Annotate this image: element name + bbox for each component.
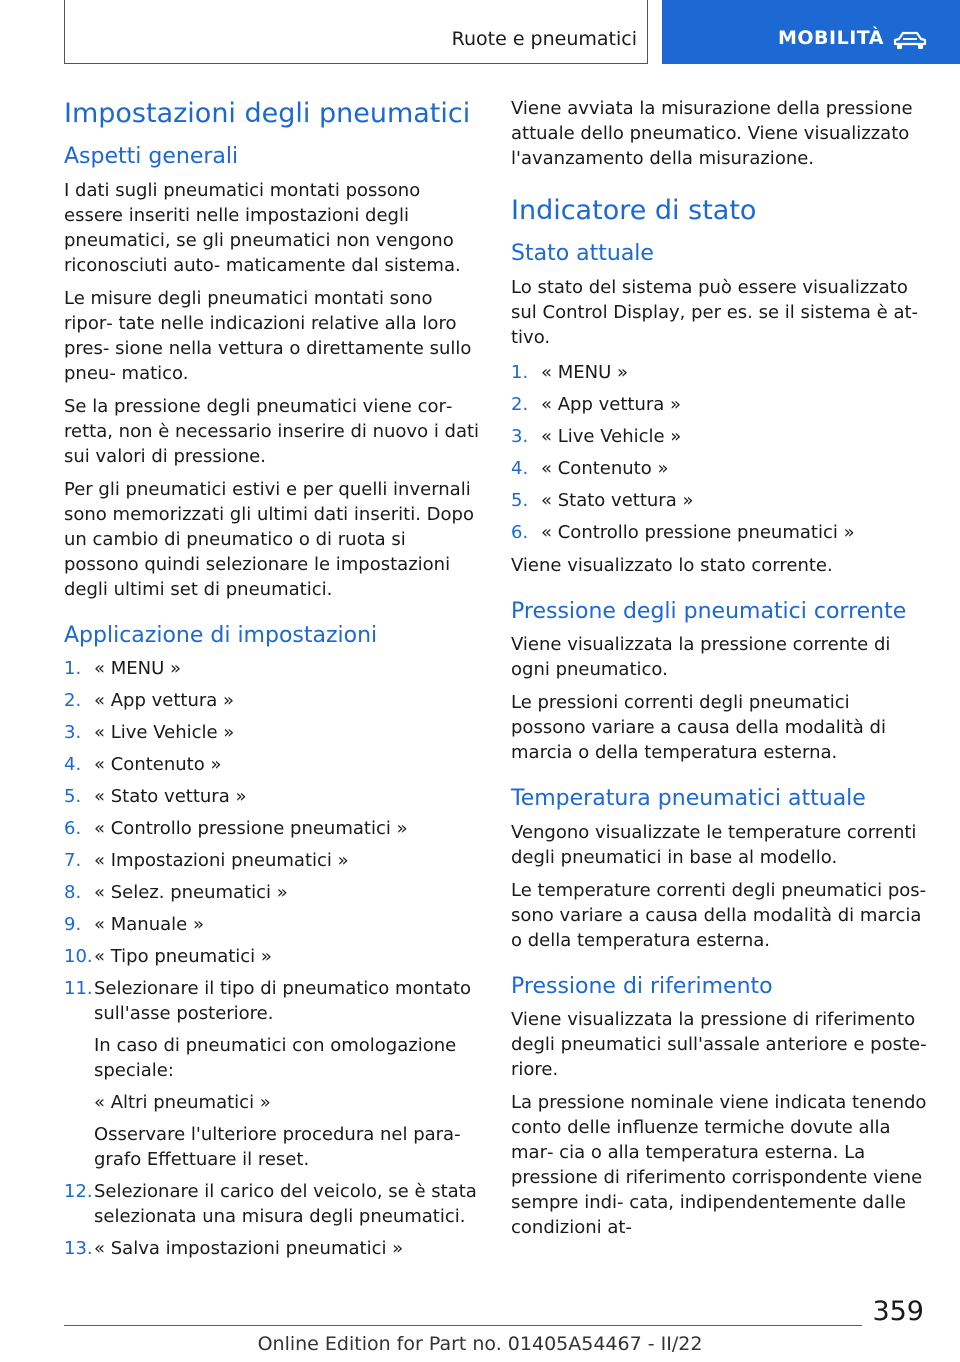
list-item: 3. « Live Vehicle » bbox=[64, 722, 235, 744]
heading-general: Aspetti generali bbox=[64, 144, 239, 170]
section-title-status-indicator: Indicatore di stato bbox=[511, 195, 757, 226]
paragraph: Le misure degli pneumatici montati sono ripor‐ tate nelle indicazioni relative alla loro pres‐ sione nella vettura o direttamente sullo pneu‐ matico. bbox=[64, 287, 472, 384]
list-item: 1. « MENU » bbox=[64, 658, 182, 680]
paragraph: Se la pressione degli pneumatici viene cor‐ retta, non è necessario inserire di nuovo i dati sui valori di pressione. bbox=[64, 395, 480, 467]
list-item-note: « Altri pneumatici » bbox=[94, 1092, 271, 1114]
paragraph: Viene visualizzata la pressione corrente di ogni pneumatico. bbox=[511, 634, 891, 681]
paragraph: Per gli pneumatici estivi e per quelli invernali sono memorizzati gli ultimi dati inseriti. Dopo un cambio di pneumatico o di ruota si possono quindi selezionare le impostazioni degli ultimi set di pneumatici. bbox=[64, 478, 474, 600]
paragraph: Vengono visualizzate le temperature correnti degli pneumatici in base al modello. bbox=[511, 821, 917, 868]
footer-edition: Online Edition for Part no. 01405A54467 - II/22 bbox=[257, 1333, 703, 1355]
right-column bbox=[511, 96, 927, 1248]
list-item: 2. « App vettura » bbox=[64, 690, 235, 712]
section-title-tyre-settings: Impostazioni degli pneumatici bbox=[64, 98, 471, 129]
list-item: 1. « MENU » bbox=[511, 361, 629, 383]
heading-apply-settings: Applicazione di impostazioni bbox=[64, 622, 378, 648]
page-number: 359 bbox=[872, 1296, 924, 1327]
list-item: 8. « Selez. pneumatici » bbox=[64, 882, 288, 904]
paragraph: Viene visualizzato lo stato corrente. bbox=[511, 554, 833, 576]
list-item: 5. « Stato vettura » bbox=[511, 489, 694, 511]
list-item: 12. Selezionare il carico del veicolo, se è stata selezionata una misura degli pneumatici. bbox=[64, 1181, 477, 1228]
list-item: 6. « Controllo pressione pneumatici » bbox=[511, 521, 855, 543]
left-column bbox=[64, 96, 480, 1269]
paragraph: Le temperature correnti degli pneumatici pos‐ sono variare a causa della modalità di marcia o della temperatura esterna. bbox=[511, 879, 927, 951]
list-item: 11. Selezionare il tipo di pneumatico montato sull'asse posteriore. In caso di pneumatici con omologazione speciale: « Altri pneumatici » Osservare l'ulteriore procedura nel para‐ grafo Effettuare il reset. bbox=[64, 976, 480, 1172]
steps-list-status bbox=[511, 360, 927, 545]
heading-current-state: Stato attuale bbox=[511, 241, 654, 267]
header-chapter-tab bbox=[662, 0, 960, 64]
list-item: 13. « Salva impostazioni pneumatici » bbox=[64, 1238, 404, 1260]
header-chapter-label: MOBILITÀ bbox=[778, 27, 884, 49]
list-item: 10. « Tipo pneumatici » bbox=[64, 946, 272, 968]
heading-current-temperature: Temperatura pneumatici attuale bbox=[511, 786, 866, 812]
paragraph: Lo stato del sistema può essere visualizzato sul Control Display, per es. se il sistema è at‐ tivo. bbox=[511, 276, 919, 348]
list-item-note: Osservare l'ulteriore procedura nel para‐ grafo Effettuare il reset. bbox=[94, 1124, 461, 1171]
list-item: 6. « Controllo pressione pneumatici » bbox=[64, 818, 408, 840]
list-item: 4. « Contenuto » bbox=[511, 457, 669, 479]
footer-divider bbox=[64, 1325, 862, 1326]
list-item: 7. « Impostazioni pneumatici » bbox=[64, 850, 349, 872]
paragraph: Le pressioni correnti degli pneumatici possono variare a causa della modalità di marcia o della temperatura esterna. bbox=[511, 692, 886, 764]
list-item: 5. « Stato vettura » bbox=[64, 786, 247, 808]
header-section-box bbox=[64, 0, 648, 64]
list-item: 2. « App vettura » bbox=[511, 393, 682, 415]
heading-reference-pressure: Pressione di riferimento bbox=[511, 973, 773, 999]
list-item: 4. « Contenuto » bbox=[64, 754, 222, 776]
list-item-note: In caso di pneumatici con omologazione speciale: bbox=[94, 1035, 457, 1082]
header-section-title: Ruote e pneumatici bbox=[451, 28, 637, 50]
paragraph: Viene visualizzata la pressione di riferimento degli pneumatici sull'assale anteriore e poste‐ riore. bbox=[511, 1009, 927, 1081]
paragraph: I dati sugli pneumatici montati possono essere inseriti nelle impostazioni degli pneumatici, se gli pneumatici non vengono riconosciuti auto‐ maticamente dal sistema. bbox=[64, 179, 461, 276]
steps-list-apply bbox=[64, 656, 480, 1261]
heading-current-pressure: Pressione degli pneumatici corrente bbox=[511, 598, 907, 624]
list-item: 3. « Live Vehicle » bbox=[511, 425, 682, 447]
paragraph: La pressione nominale viene indicata tenendo conto delle influenze termiche dovute alla mar‐ cia o alla temperatura esterna. La pressione di riferimento corrispondente viene sempre indi‐ cata, indipendentemente dalle condizioni at‐ bbox=[511, 1092, 927, 1239]
car-icon bbox=[892, 30, 928, 52]
paragraph: Viene avviata la misurazione della pressione attuale dello pneumatico. Viene visualizzato l'avanzamento della misurazione. bbox=[511, 98, 913, 169]
list-item: 9. « Manuale » bbox=[64, 914, 204, 936]
